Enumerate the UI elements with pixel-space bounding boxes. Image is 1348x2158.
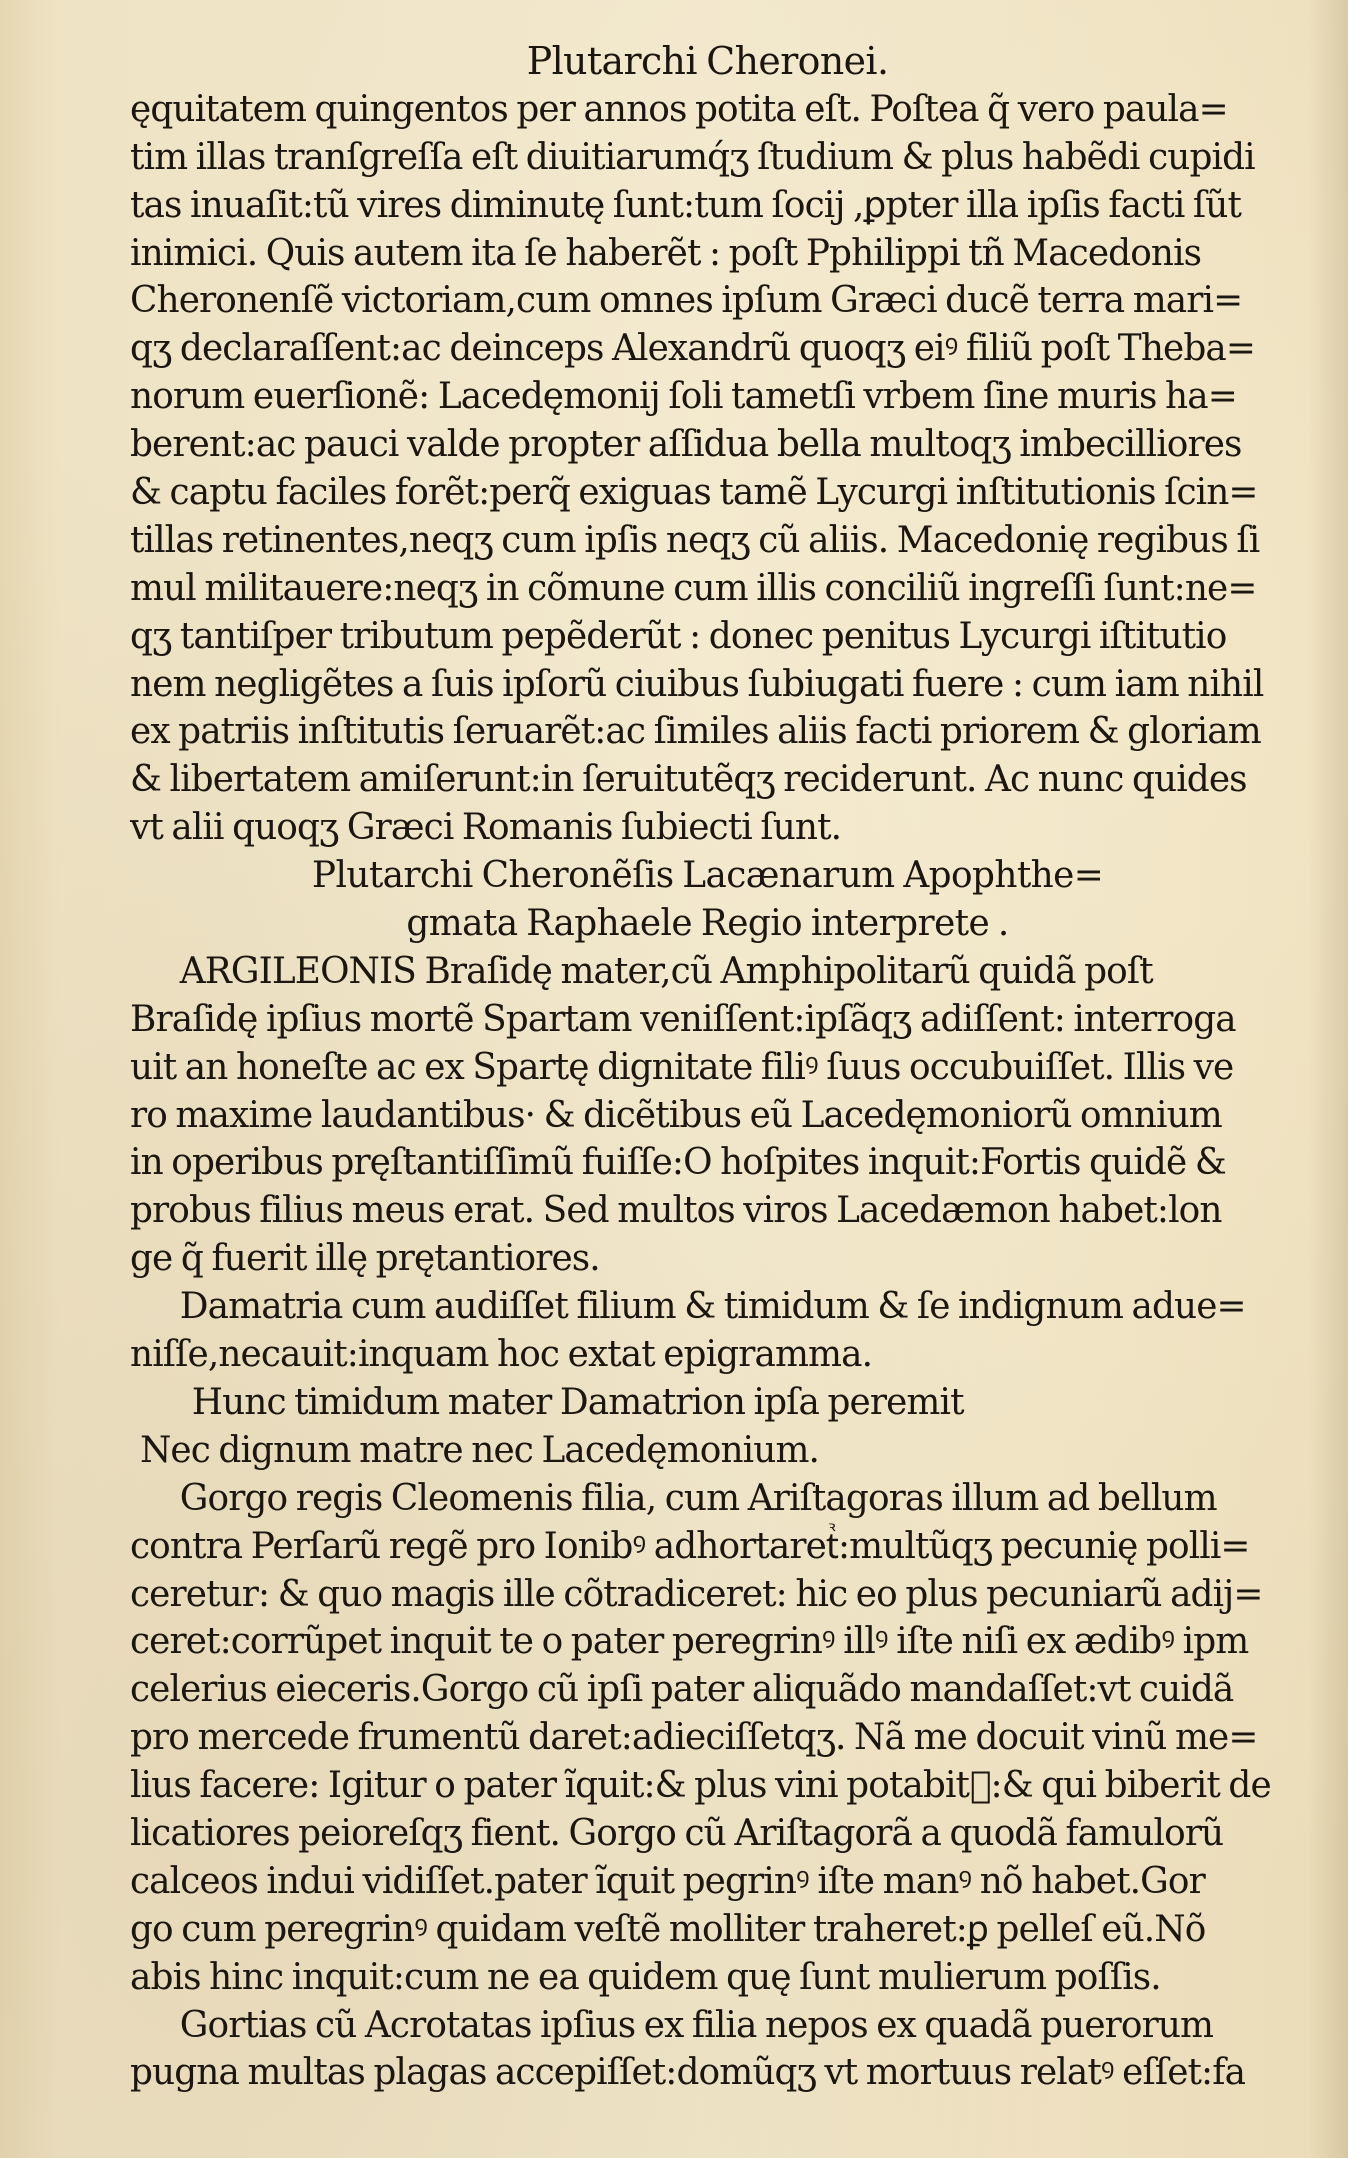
text-line: pro mercede frumentũ daret:adieciſſetqʒ. Nã me docuit vinũ me= <box>130 1717 1258 1759</box>
text-line: tas inuaſit:tũ vires diminutę ſunt:tum ſocij ,ꝑpter illa ipſis facti ſũt <box>130 184 1242 226</box>
text-line: ro maxime laudantibus· & dicẽtibus eũ Lacedęmoniorũ omnium <box>130 1094 1222 1136</box>
gortias-paragraph <box>130 2002 1330 2098</box>
verse-line: Hunc timidum mater Damatrion ipſa peremit <box>191 1381 964 1423</box>
text-line: ge q̃ fuerit illę prętantiores. <box>130 1238 600 1280</box>
title-line: gmata Raphaele Regio interprete . <box>406 903 1009 945</box>
damatria-paragraph <box>130 1283 1330 1379</box>
text-line: Damatria cum audiſſet filium & timidum & ſe indignum adue= <box>179 1286 1246 1328</box>
text-line: niſſe,necauit:inquam hoc extat epigramma. <box>130 1334 873 1376</box>
text-column <box>130 38 1330 2097</box>
text-line: tillas retinentes,neqʒ cum ipſis neqʒ cũ aliis. Macedonię regibus ſi <box>130 519 1260 561</box>
text-line: celerius eieceris.Gorgo cũ ipſi pater aliquãdo mandaſſet:vt cuidã <box>130 1669 1234 1711</box>
text-line: ęquitatem quingentos per annos potita eſt. Poſtea q̃ vero paula= <box>130 88 1228 130</box>
text-line: qʒ tantiſper tributum pepẽderũt : donec penitus Lycurgi iſtitutio <box>130 615 1227 657</box>
text-line: go cum peregrinꝰ quidam veſtẽ molliter traheret:ꝑ pelleſ eũ.Nõ <box>130 1908 1206 1950</box>
text-line: nem negligẽtes a ſuis ipſorũ ciuibus ſubiugati fuere : cum iam nihil <box>130 663 1264 705</box>
text-line: in operibus pręſtantiſſimũ fuiſſe:O hoſpites inquit:Fortis quidẽ & <box>130 1142 1226 1184</box>
running-header: Plutarchi Cheronei. <box>526 39 889 83</box>
text-line: mul militauere:neqʒ in cõmune cum illis conciliũ ingreſſi ſunt:ne= <box>130 567 1257 609</box>
argileonis-paragraph <box>130 948 1330 1283</box>
text-line: licatiores peioreſqʒ fient. Gorgo cũ Ariſtagorã a quodã famulorũ <box>130 1812 1224 1854</box>
opening-paragraph <box>130 86 1330 852</box>
text-line: pugna multas plagas accepiſſet:domũqʒ vt mortuus relatꝰ eſſet:fa <box>130 2052 1246 2094</box>
text-line: Braſidę ipſius mortẽ Spartam veniſſent:ipſãqʒ adiſſent: interroga <box>130 998 1236 1040</box>
text-line: ceret:corrũpet inquit te o pater peregrinꝰ illꝰ iſte niſi ex ædibꝰ ipm <box>130 1621 1249 1663</box>
text-line: Gortias cũ Acrotatas ipſius ex filia nepos ex quadã puerorum <box>179 2004 1214 2046</box>
section-title <box>130 852 1330 948</box>
text-line: ARGILEONIS Braſidę mater,cũ Amphipolitarũ quidã poſt <box>179 950 1153 992</box>
text-line: Cheronenſẽ victoriam,cum omnes ipſum Græci ducẽ terra mari= <box>130 280 1243 322</box>
text-line: Gorgo regis Cleomenis filia, cum Ariſtagoras illum ad bellum <box>179 1477 1217 1519</box>
text-line: contra Perſarũ regẽ pro Ionibꝰ adhortaretᷣ:multũqʒ pecunię polli= <box>130 1525 1250 1567</box>
text-line: lius facere: Igitur o pater ĩquit:& plus vini potabitᷣ:& qui biberit de <box>130 1765 1271 1807</box>
title-line: Plutarchi Cheronẽſis Lacænarum Apophthe= <box>311 855 1104 897</box>
text-line: & captu faciles forẽt:perq̃ exiguas tamẽ Lycurgi inſtitutionis ſcin= <box>130 472 1258 514</box>
verse-line: Nec dignum matre nec Lacedęmonium. <box>139 1429 820 1471</box>
text-line: inimici. Quis autem ita ſe haberẽt : poſt Pphilippi tñ Macedonis <box>130 232 1202 274</box>
text-line: abis hinc inquit:cum ne ea quidem quę ſunt mulierum poſſis. <box>130 1956 1161 1998</box>
text-line: ceretur: & quo magis ille cõtradiceret: hic eo plus pecuniarũ adij= <box>130 1573 1263 1615</box>
text-line: tim illas tranſgreſſa eſt diuitiarumq́ʒ ſtudium & plus habẽdi cupidi <box>130 136 1255 178</box>
epigram-verse <box>130 1379 1330 1475</box>
text-line: berent:ac pauci valde propter aſſidua bella multoqʒ imbecilliores <box>130 424 1242 466</box>
text-line: ex patriis inſtitutis ſeruarẽt:ac ſimiles aliis facti priorem & gloriam <box>130 711 1261 753</box>
gorgo-paragraph <box>130 1475 1330 2002</box>
text-line: qʒ declaraſſent:ac deinceps Alexandrũ quoqʒ eiꝰ filiũ poſt Theba= <box>130 328 1256 370</box>
text-line: calceos indui vidiſſet.pater ĩquit pegrinꝰ iſte manꝰ nõ habet.Gor <box>130 1860 1205 1902</box>
text-line: norum euerſionẽ: Lacedęmonij ſoli tametſi vrbem ſine muris ha= <box>130 376 1237 418</box>
text-line: probus filius meus erat. Sed multos viros Lacedæmon habet:lon <box>130 1190 1222 1232</box>
text-line: vt alii quoqʒ Græci Romanis ſubiecti ſunt. <box>130 807 842 849</box>
text-line: & libertatem amiſerunt:in ſeruitutẽqʒ reciderunt. Ac nunc quides <box>130 759 1247 801</box>
text-line: uit an honeſte ac ex Spartę dignitate filiꝰ ſuus occubuiſſet. Illis ve <box>130 1046 1234 1088</box>
